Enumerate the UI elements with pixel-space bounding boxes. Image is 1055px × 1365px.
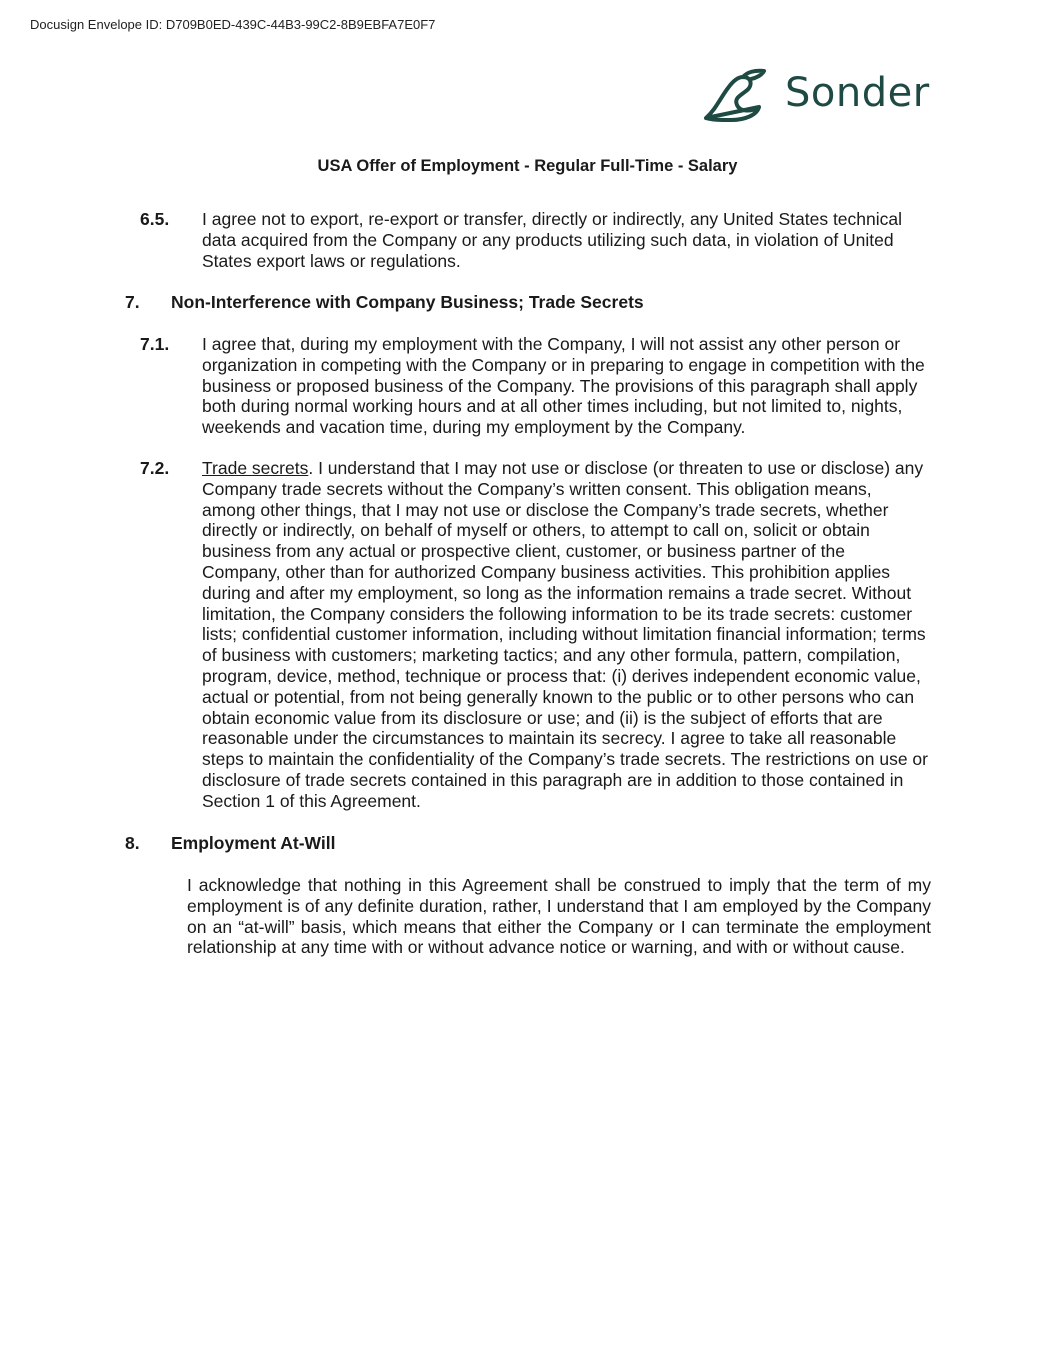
clause-6-5-text: I agree not to export, re-export or transfer, directly or indirectly, any United States technical data acquired from the Company or any products utilizing such data, in violation of United States export laws or regulations. — [202, 209, 903, 271]
company-logo — [703, 64, 933, 124]
clause-7-2-heading: Trade secrets — [202, 458, 309, 478]
bird-logo-icon — [703, 65, 771, 123]
clause-7-1-number: 7.1. — [140, 334, 170, 354]
document-title: USA Offer of Employment - Regular Full-Time - Salary — [317, 157, 738, 175]
section-7-number: 7. — [125, 292, 140, 312]
logo-wordmark: Sonder — [785, 70, 930, 116]
envelope-id: Docusign Envelope ID: D709B0ED-439C-44B3-99C2-8B9EBFA7E0F7 — [30, 17, 436, 32]
clause-7-1-text: I agree that, during my employment with the Company, I will not assist any other person or organization in competing with the Company or in preparing to engage in competition with the business or proposed business of the Company. The provisions of this paragraph shall apply both during normal working hours and at all other times including, but not limited to, nights, weekends and vacation time, during my employment by the Company. — [202, 334, 925, 438]
clause-7-2-text: . I understand that I may not use or disclose (or threaten to use or disclose) any Company trade secrets without the Company’s written consent. This obligation means, among other things, that I may not use or disclose the Company’s trade secrets, whether directly or indirectly, on behalf of myself or others, to attempt to call on, solicit or obtain business from any actual or prospective client, customer, or business partner of the Company, other than for authorized Company business activities. This prohibition applies during and after my employment, so long as the information remains a trade secret. Without limitation, the Company considers the following information to be its trade secrets: customer lists; confidential customer information, including without limitation financial information; terms of business with customers; marketing tactics; and any other formula, pattern, compilation, program, device, method, technique or process that: (i) derives independent economic value, actual or potential, from not being generally known to the public or to other persons who can obtain economic value from its disclosure or use; and (ii) is the subject of efforts that are reasonable under the circumstances to maintain its secrecy. I agree to take all reasonable steps to maintain the confidentiality of the Company’s trade secrets. The restrictions on use or disclosure of trade secrets contained in this paragraph are in addition to those contained in Section 1 of this Agreement. — [202, 458, 928, 811]
section-8-title: Employment At-Will — [171, 833, 336, 853]
clause-6-5-number: 6.5. — [140, 209, 170, 229]
section-8-number: 8. — [125, 833, 140, 853]
section-8-text: I acknowledge that nothing in this Agreement shall be construed to imply that the term of my employment is of any definite duration, rather, I understand that I am employed by the Company on an “at-will” basis, which means that either the Company or I can terminate the employment relationship at any time with or without advance notice or warning, and with or without cause. — [187, 875, 931, 958]
clause-7-2-number: 7.2. — [140, 458, 170, 478]
section-7-title: Non-Interference with Company Business; Trade Secrets — [171, 292, 644, 312]
clause-7-2-body — [202, 458, 928, 812]
